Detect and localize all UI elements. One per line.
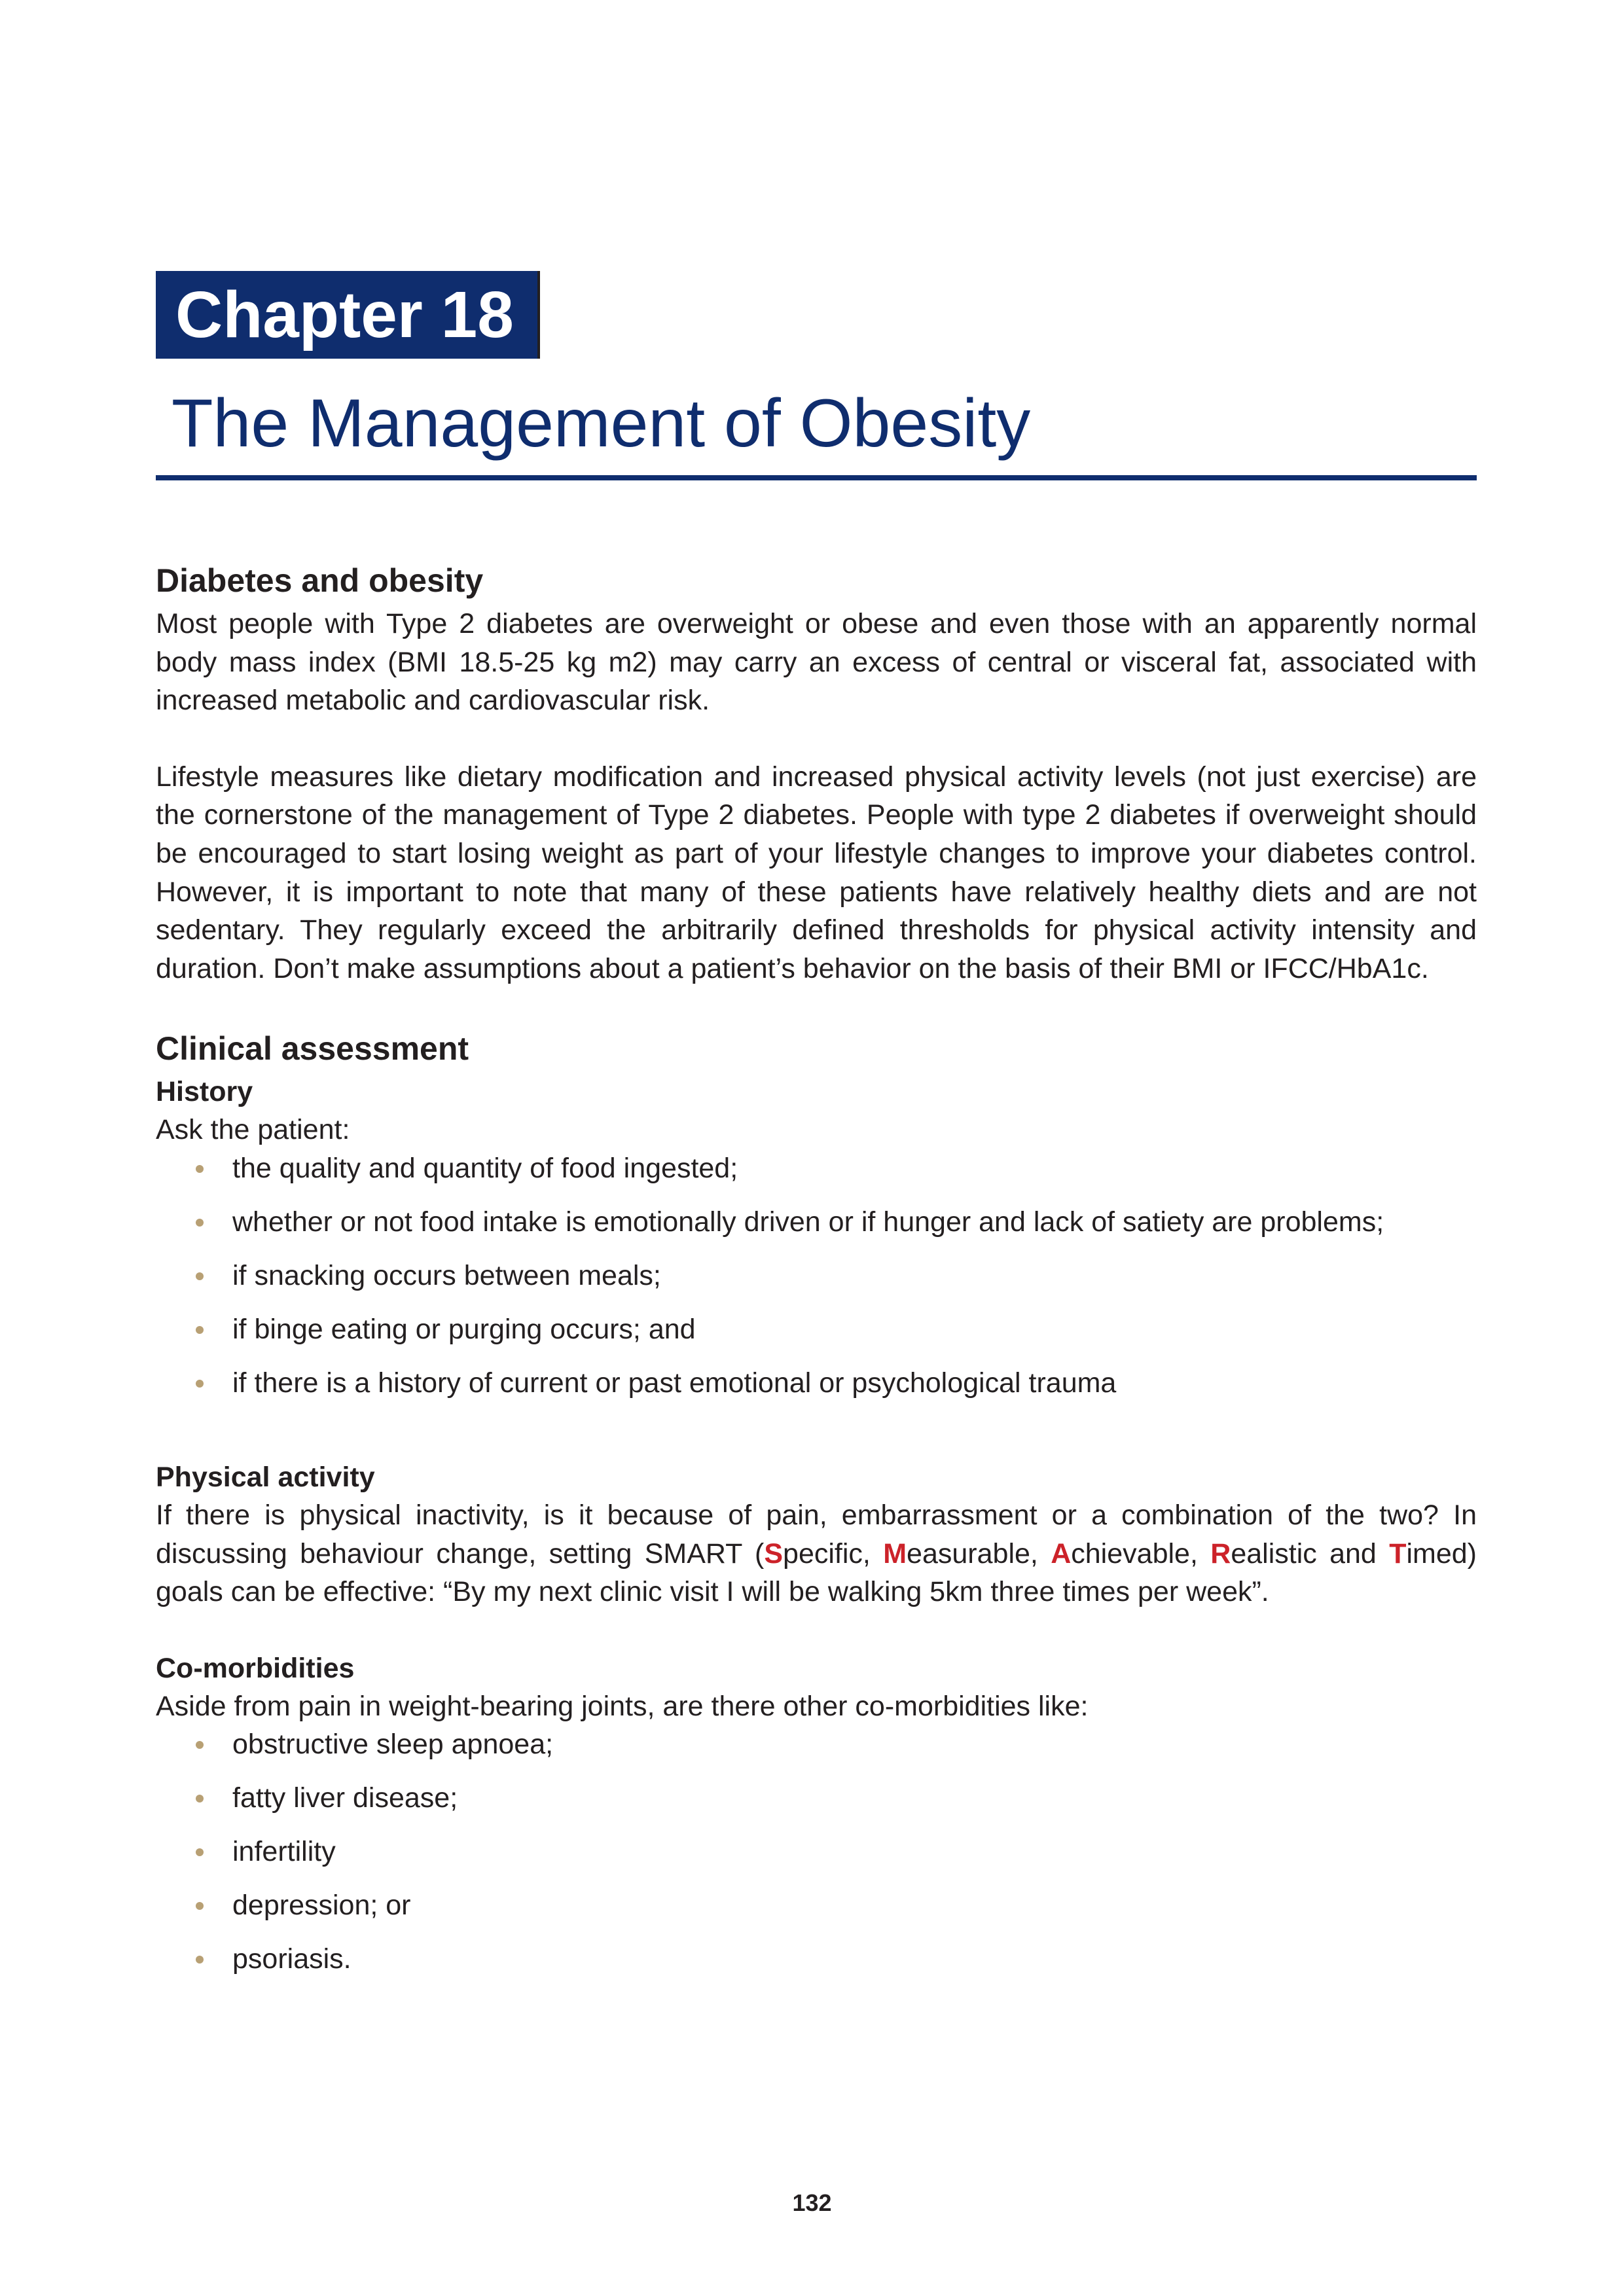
subheading-history: History: [156, 1076, 253, 1108]
smart-letter: R: [1210, 1537, 1231, 1570]
section-heading-clinical: Clinical assessment: [156, 1030, 469, 1067]
smart-letter: S: [764, 1537, 784, 1570]
smart-letter: T: [1389, 1537, 1407, 1570]
smart-letter: M: [883, 1537, 907, 1570]
list-item: if there is a history of current or past emotional or psychological trauma: [232, 1364, 1477, 1402]
title-rule: [156, 475, 1477, 480]
section-heading-diabetes: Diabetes and obesity: [156, 562, 484, 599]
paragraph: Most people with Type 2 diabetes are overweight or obese and even those with an apparently normal body mass index (BMI 18.5-25 kg m2) may carry an excess of central or visceral fat, associated with increased metabolic and cardiovascular risk.: [156, 608, 1477, 717]
chapter-content: [156, 556, 1477, 1994]
chapter-title: The Management of Obesity: [171, 386, 1031, 461]
list-item: infertility: [232, 1833, 1477, 1871]
list-item: if binge eating or purging occurs; and: [232, 1310, 1477, 1348]
page-number: 132: [792, 2189, 832, 2216]
list-item: the quality and quantity of food ingested;: [232, 1149, 1477, 1187]
subheading-comorbidities: Co-morbidities: [156, 1652, 355, 1684]
list-item: psoriasis.: [232, 1940, 1477, 1978]
comorbidities-intro: Aside from pain in weight-bearing joints, are there other co-morbidities like:: [156, 1690, 1089, 1722]
list-item: whether or not food intake is emotionally driven or if hunger and lack of satiety are problems;: [232, 1203, 1477, 1241]
subheading-physical-activity: Physical activity: [156, 1461, 375, 1493]
history-list: [156, 1149, 1477, 1402]
list-item: if snacking occurs between meals;: [232, 1257, 1477, 1295]
physical-activity-paragraph: If there is physical inactivity, is it because of pain, embarrassment or a combination of the two? In discussing behaviour change, setting SMART (Specific, Measurable, Achievable, Realistic and Timed) goals can be effective: “By my next clinic visit I will be walking 5km three times per week”.: [156, 1499, 1477, 1608]
paragraph: Lifestyle measures like dietary modification and increased physical activity levels (not just exercise) are the cornerstone of the management of Type 2 diabetes. People with type 2 diabetes if overweight should be encouraged to start losing weight as part of your lifestyle changes to improve your diabetes control. However, it is important to note that many of these patients have relatively healthy diets and are not sedentary. They regularly exceed the arbitrarily defined thresholds for physical activity intensity and duration. Don’t make assumptions about a patient’s behavior on the basis of their BMI or IFCC/HbA1c.: [156, 761, 1477, 984]
smart-letter: A: [1051, 1537, 1072, 1570]
list-item: obstructive sleep apnoea;: [232, 1725, 1477, 1763]
history-intro: Ask the patient:: [156, 1114, 350, 1146]
list-item: depression; or: [232, 1886, 1477, 1924]
list-item: fatty liver disease;: [232, 1779, 1477, 1817]
chapter-label: Chapter 18: [156, 271, 540, 359]
comorbidities-list: [156, 1725, 1477, 1978]
